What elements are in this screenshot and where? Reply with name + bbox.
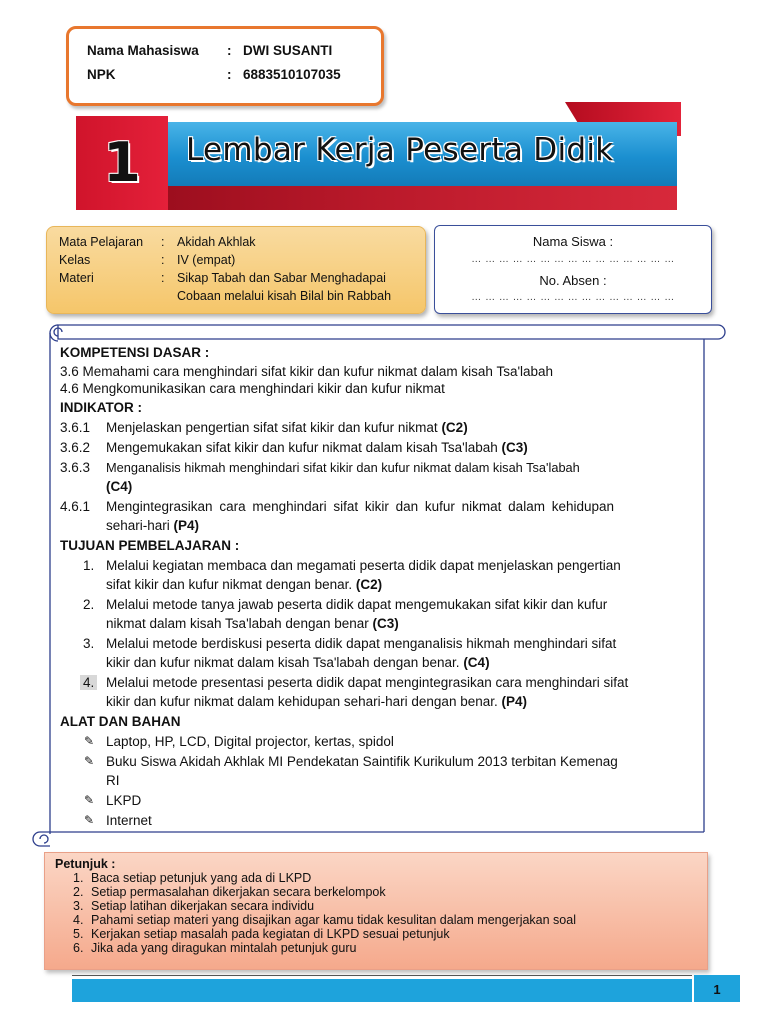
instructions-heading: Petunjuk : xyxy=(55,857,116,871)
pencil-bullet-icon: ✎ xyxy=(84,793,95,807)
subject-colon: : xyxy=(161,235,165,249)
instruction-num: 2. xyxy=(73,885,84,899)
indikator-text: Mengintegrasikan cara menghindari sifat kikir dan kufur nikmat dalam kehidupan xyxy=(106,499,615,514)
pencil-bullet-icon: ✎ xyxy=(84,754,95,768)
npk-colon: : xyxy=(227,67,232,82)
alat-item: Internet xyxy=(106,813,152,828)
subject-info-box xyxy=(46,226,426,314)
footer-bar xyxy=(72,979,692,1002)
tujuan-num: 4. xyxy=(80,675,97,690)
tujuan-line2 xyxy=(106,577,382,592)
tujuan-num: 2. xyxy=(83,597,95,612)
tujuan-text: Melalui metode tanya jawab peserta didik dapat mengemukakan sifat kikir dan kufur xyxy=(106,597,608,612)
absen-label: No. Absen : xyxy=(539,273,607,288)
tujuan-text: kikir dan kufur nikmat dalam kisah Tsa'labah dengan benar. xyxy=(106,655,460,670)
instruction-item: Pahami setiap materi yang disajikan agar kamu tidak kesulitan dalam mengerjakan soal xyxy=(91,913,576,927)
indikator-heading: INDIKATOR : xyxy=(60,400,142,415)
instruction-item: Setiap latihan dikerjakan secara individu xyxy=(91,899,315,913)
indikator-level: (C2) xyxy=(441,420,468,435)
alat-item: Buku Siswa Akidah Akhlak MI Pendekatan Saintifik Kurikulum 2013 terbitan Kemenag xyxy=(106,754,618,769)
pencil-bullet-icon: ✎ xyxy=(84,813,95,827)
tujuan-line2 xyxy=(106,616,399,631)
name-label: Nama Mahasiswa xyxy=(87,43,199,58)
subject-value: Akidah Akhlak xyxy=(177,235,256,249)
student-fill-box xyxy=(434,225,712,314)
indikator-num: 3.6.2 xyxy=(60,440,91,455)
tujuan-num: 1. xyxy=(83,558,95,573)
alat-heading: ALAT DAN BAHAN xyxy=(60,714,181,729)
tujuan-text: sifat kikir dan kufur nikmat dengan benar. xyxy=(106,577,353,592)
npk-value: 6883510107035 xyxy=(243,67,341,82)
alat-item: Laptop, HP, LCD, Digital projector, kertas, spidol xyxy=(106,734,394,749)
indikator-level: (C3) xyxy=(501,440,528,455)
tujuan-text: nikmat dalam kisah Tsa'labah dengan benar xyxy=(106,616,369,631)
tujuan-text: Melalui metode berdiskusi peserta didik dapat menganalisis hikmah menghindari sifat xyxy=(106,636,617,651)
indikator-text: Menganalisis hikmah menghindari sifat kikir dan kufur nikmat dalam kisah Tsa'labah xyxy=(106,460,580,475)
tujuan-level: (C4) xyxy=(463,655,490,670)
pencil-bullet-icon: ✎ xyxy=(84,734,95,748)
instruction-num: 5. xyxy=(73,927,84,941)
tujuan-text: kikir dan kufur nikmat dalam kehidupan sehari-hari dengan benar. xyxy=(106,694,498,709)
footer-divider xyxy=(72,975,692,976)
kompetensi-heading: KOMPETENSI DASAR : xyxy=(60,345,210,360)
absen-dots: … … … … … … … … … … … … … … … xyxy=(471,292,675,303)
tujuan-num: 3. xyxy=(83,636,95,651)
instruction-num: 6. xyxy=(73,941,84,955)
tujuan-level: (C3) xyxy=(372,616,399,631)
kompetensi-item: 4.6 Mengkomunikasikan cara menghindari kikir dan kufur nikmat xyxy=(60,381,445,396)
indikator-num: 3.6.1 xyxy=(60,420,91,435)
alat-item: LKPD xyxy=(106,793,142,808)
banner-number: 1 xyxy=(103,131,141,194)
indikator-level: (P4) xyxy=(173,518,200,533)
materi-value: Sikap Tabah dan Sabar Menghadapai xyxy=(177,271,386,285)
tujuan-line2 xyxy=(106,694,527,709)
instruction-item: Jika ada yang diragukan mintalah petunjuk guru xyxy=(91,941,357,955)
tujuan-text: Melalui kegiatan membaca dan megamati peserta didik dapat menjelaskan pengertian xyxy=(106,558,621,573)
instruction-num: 3. xyxy=(73,899,84,913)
tujuan-line2 xyxy=(106,655,490,670)
indikator-num: 3.6.3 xyxy=(60,460,91,475)
name-value: DWI SUSANTI xyxy=(243,43,333,58)
class-value: IV (empat) xyxy=(177,253,236,267)
page-number: 1 xyxy=(694,975,740,1002)
indikator-item-line2 xyxy=(106,518,199,533)
class-label: Kelas xyxy=(59,253,91,267)
indikator-level: (C4) xyxy=(106,479,133,494)
tujuan-level: (P4) xyxy=(501,694,528,709)
materi-label: Materi xyxy=(59,271,94,285)
npk-label: NPK xyxy=(87,67,116,82)
tujuan-heading: TUJUAN PEMBELAJARAN : xyxy=(60,538,240,553)
materi-value-line2: Cobaan melalui kisah Bilal bin Rabbah xyxy=(177,289,392,303)
instruction-item: Kerjakan setiap masalah pada kegiatan di LKPD sesuai petunjuk xyxy=(91,927,450,941)
instruction-item: Baca setiap petunjuk yang ada di LKPD xyxy=(91,871,312,885)
banner-ribbon-under xyxy=(165,186,677,210)
page-title: Lembar Kerja Peserta Didik xyxy=(186,132,614,168)
student-name-dots: … … … … … … … … … … … … … … … xyxy=(471,254,675,265)
instruction-num: 4. xyxy=(73,913,84,927)
alat-item-line2: RI xyxy=(106,773,120,788)
kompetensi-item: 3.6 Memahami cara menghindari sifat kikir dan kufur nikmat dalam kisah Tsa'labah xyxy=(60,364,554,379)
indikator-text: Mengemukakan sifat kikir dan kufur nikmat dalam kisah Tsa'labah xyxy=(106,440,498,455)
class-colon: : xyxy=(161,253,165,267)
indikator-item xyxy=(106,440,528,455)
indikator-item xyxy=(106,420,468,435)
tujuan-level: (C2) xyxy=(355,577,383,592)
materi-colon: : xyxy=(161,271,165,285)
instruction-item: Setiap permasalahan dikerjakan secara berkelompok xyxy=(91,885,386,899)
instruction-num: 1. xyxy=(73,871,84,885)
name-colon: : xyxy=(227,43,232,58)
indikator-text: Menjelaskan pengertian sifat sifat kikir dan kufur nikmat xyxy=(106,420,438,435)
indikator-num: 4.6.1 xyxy=(60,499,91,514)
indikator-text: sehari-hari xyxy=(106,518,170,533)
subject-label: Mata Pelajaran xyxy=(59,235,144,249)
student-identity-box xyxy=(66,26,384,106)
student-name-label: Nama Siswa : xyxy=(532,234,614,249)
tujuan-text: Melalui metode presentasi peserta didik dapat mengintegrasikan cara menghindari sifat xyxy=(106,675,629,690)
instructions-box xyxy=(44,852,708,970)
